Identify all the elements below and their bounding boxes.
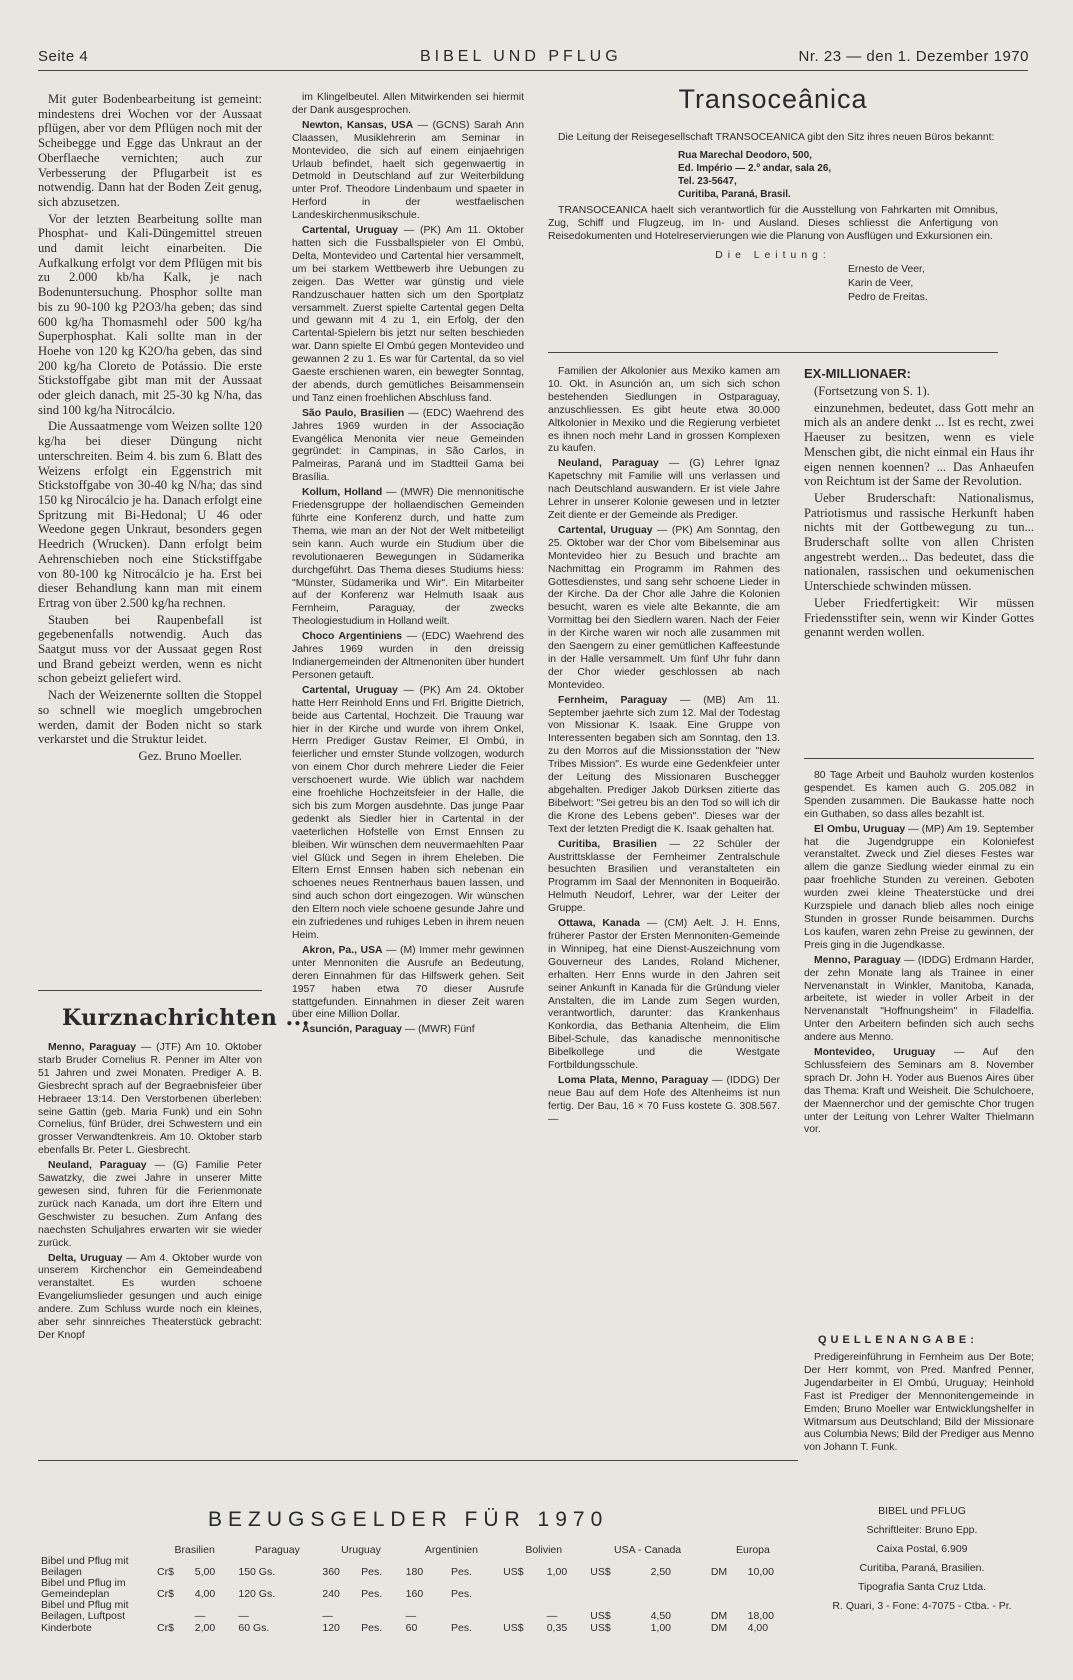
- price-cell: Pes.: [361, 1622, 383, 1634]
- country-header: USA - Canada: [614, 1544, 682, 1556]
- imprint-line: Curitiba, Paraná, Brasilien.: [859, 1562, 985, 1574]
- news-text: — 22 Schüler der Austrittsklasse der Fernheimer Zentralschule besuchten Brasilien und veranstalteten ein Programm im Saal der Mennoniten in Boqueirão. Helmuth Neudorf, Lehrer, war der Leiter der Gruppe.: [548, 838, 781, 915]
- price-cell: 60: [405, 1622, 418, 1634]
- news-item: [548, 839, 780, 916]
- news-text: im Klingelbeutel. Allen Mitwirkenden sei hiermit der Dank ausgesprochen.: [292, 92, 524, 116]
- dateline: Neuland, Paraguay: [558, 458, 659, 470]
- price-cell: 2,00: [194, 1622, 216, 1634]
- dateline: Akron, Pa., USA: [302, 944, 383, 956]
- pricing-rule: [38, 1460, 798, 1461]
- dateline: Loma Plata, Menno, Paraguay: [558, 1074, 709, 1086]
- product-label: Bibel und Pflug mit Beilagen: [41, 1555, 129, 1578]
- news-item: [804, 1047, 1034, 1137]
- leitung-name: Pedro de Freitas.: [848, 291, 928, 303]
- country-header: Paraguay: [254, 1544, 300, 1556]
- paragraph: Nach der Weizenernte sollten die Stoppel so schnell wie moeglich umgebrochen werden, damit der Boden nicht so stark verkarstet und die Struktur leidet.: [38, 688, 262, 747]
- news-text: — (G) Familie Peter Sawatzky, die zwei Jahre in unserer Mitte gewesen sind, fuhren für die Ferienmonate zurück nach Kanada, um dort ihre Eltern und Geschwister zu besuchen. Zum Anfang des naechsten Schuljahres erwarten wir sie wieder zurück.: [38, 1160, 263, 1249]
- news-item: [804, 955, 1034, 1045]
- imprint-line: Schriftleiter: Bruno Epp.: [866, 1524, 978, 1536]
- price-row: [38, 1556, 798, 1578]
- price-row: [38, 1578, 798, 1600]
- news-item: [548, 458, 780, 523]
- news-column-3: [548, 366, 780, 1129]
- news-item: [38, 1042, 262, 1158]
- news-text: — (M) Immer mehr gewinnen unter Mennoniten die Ausrufe an Bedeutung, deren Einnahmen für das Hilfswerk gehen. Seit 1957 haben etwa 70 dieser Ausrufe stattgefunden. Einnahmen in dieser Zeit waren über eine Million Dollar.: [292, 944, 524, 1021]
- kurznachrichten-list: [38, 1042, 262, 1345]
- price-cell: 2,50: [650, 1566, 671, 1578]
- imprint-line: Tipografia Santa Cruz Ltda.: [857, 1581, 986, 1593]
- address-line: Ed. Império — 2.º andar, sala 26,: [678, 162, 832, 174]
- issue-date: Nr. 23 — den 1. Dezember 1970: [798, 48, 1029, 65]
- dateline: Cartental, Uruguay: [302, 684, 398, 696]
- leitung-name: Ernesto de Veer,: [848, 263, 925, 275]
- quellenangabe-title: QUELLENANGABE:: [818, 1334, 978, 1346]
- address-line: Tel. 23-5647,: [678, 175, 737, 187]
- imprint-line: BIBEL und PFLUG: [878, 1505, 966, 1517]
- news-item: [292, 120, 524, 223]
- price-cell: 120 Gs.: [238, 1588, 276, 1600]
- page-number: Seite 4: [38, 48, 89, 65]
- product-label: Bibel und Pflug mit Beilagen, Luftpost: [41, 1599, 129, 1622]
- address-line: Rua Marechal Deodoro, 500,: [678, 149, 812, 161]
- price-header-row: [38, 1544, 798, 1556]
- ex-millionaer-title: EX-MILLIONAER:: [804, 366, 911, 381]
- leitung-names: [848, 263, 998, 305]
- price-cell: 4,50: [650, 1610, 671, 1622]
- price-cell: [648, 1578, 708, 1600]
- country-header: Uruguay: [341, 1544, 381, 1556]
- news-text: — (PK) Am 24. Oktober hatte Herr Reinhold Enns und Frl. Brigitte Dietrich, beide aus Cartental, Hochzeit. Die Trauung war hier in der Kirche und wurde von ihrem Onkel, Herrn Prediger Gustav Reimer, El Ombú, in feierlicher und ernster Stunde vollzogen, wodurch von einem Chor durch mehrere Lieder die Feier verschoenert wurde. Wie üblich war nachdem eine froehliche Hochzeitsfeier in der Halle, die sich bis zum Morgen ausdehnte. Das junge Paar gedenkt als Siedler hier in Cartental in der vaeterlichen Hofstelle von Ernst Ennsen zu bleiben. Wir wünschen dem neuvermaehlten Paar viel Glück und Segen in ihrem Eheleben. Die Eltern Ernst Ennsen haben sich nebenan ein schoenes neues Rentnerhaus bauen lassen, und sind auch schon dort eingezogen. Wir wünschen den Eltern noch viele schoene gesunde Jahre und ein zufriedenes und ruhiges Leben in ihrem neuen Heim.: [292, 684, 524, 941]
- transoceanica-body: TRANSOCEANICA haelt sich verantwortlich für die Ausstellung von Fahrkarten mit Omnibus, Zug, Schiff und Flugzeug, im In- und Ausland. Dieses schliesst die Anfertigung von Reisedokumenten und Hotelreservierungen wie die Planung von Ausflügen und Exkursionen ein.: [548, 204, 998, 242]
- transoceanica-intro: Die Leitung der Reisegesellschaft TRANSOCEANICA gibt den Sitz ihres neuen Büros bekannt:: [558, 132, 995, 143]
- news-item: [804, 770, 1034, 822]
- dateline: El Ombu, Uruguay: [814, 823, 906, 835]
- price-cell: 4,00: [194, 1588, 216, 1600]
- price-cell: 120: [322, 1622, 340, 1634]
- news-text: — (MWR) Die mennonitische Friedensgruppe der hollaendischen Gemeinden führte eine Konferenz durch, und hatte zum Thema, wie man an der Not der Welt mitbeteiligt sein kann. Auch wurde ein Studium über die revolutionaeren Bewegungen in Südamerika durchgeführt. Das Thema dieses Studiums hiess: "Münster, Südamerika und Wir". Ein Mitarbeiter auf der Konferenz war Helmuth Isaak aus Fernheim, Paraguay, der zwecks Theologiestudium in Holland weilt.: [292, 487, 524, 628]
- news-text: — (MB) Am 11. September jaehrte sich zum 12. Mal der Todestag von Missionar K. Isaak. Eine Gruppe von Interessenten begaben sich am Sonntag, den 13. zu den Morros auf die Missionsstation der "New Tribes Mission". Es wurde eine Gedenkfeier unter der Leitung des Missionaren Buschegger abgehalten. Prediger Jakob Dürksen zitierte das Bibelwort: "Sei getreu bis an den Tod so will ich dir die Krone des Lebens geben". Dieses war der Text der letzten Predigt die K. Isaak gehalten hat.: [548, 694, 780, 835]
- paragraph: Stauben bei Raupenbefall ist gegebenenfalls notwendig. Auch das Saatgut muss vor der Aussaat gegen Rost und Brand gebeizt werden, wenn es nicht schon gebeizt geliefert wird.: [38, 612, 262, 686]
- news-item: [292, 92, 524, 118]
- price-cell: Cr$: [157, 1588, 174, 1600]
- dateline: Ottawa, Kanada: [558, 918, 640, 930]
- price-cell: DM: [710, 1610, 728, 1622]
- transoceanica-address: [678, 149, 998, 201]
- signature: Gez. Bruno Moeller.: [138, 748, 242, 763]
- price-cell: 1,00: [546, 1566, 568, 1578]
- price-cell: Pes.: [361, 1588, 383, 1600]
- news-item: [38, 1253, 262, 1343]
- news-item: [548, 695, 780, 837]
- news-item: [548, 918, 780, 1073]
- news-item: [292, 1024, 524, 1037]
- price-cell: —: [405, 1610, 417, 1622]
- news-text: Familien der Alkolonier aus Mexiko kamen am 10. Okt. in Asunción an, um sich sich schon bestehenden Siedlungen in Ostparaguay, anzuschliessen. Es gibt heute etwa 30.000 Altkolonier in Mexiko und die Regierung verbietet es ihnen noch mehr Land in grossen Komplexen zu kaufen.: [548, 366, 780, 455]
- news-text: — (CM) Aelt. J. H. Enns, früherer Pastor der Ersten Mennoniten-Gemeinde in Winnipeg, hat eine Dienst-Auszeichnung vom Gouverneur des Landes, Roland Michener, erhalten. Herr Enns wurde in den Jahren seit seiner Ankunft in Kanada für die Gründung vieler Anstalten, die im Lande zum Segen wurden, verantwortlich, darunter: das Krankenhaus Konkordia, das Bethania Altenheim, die Elim Bibel-Schule, das kanadische mennonitische Bibelkollege und die Westgate Fortbildungsschule.: [548, 918, 780, 1072]
- price-cell: —: [194, 1610, 206, 1622]
- price-table: [38, 1544, 798, 1634]
- country-header: Argentinien: [424, 1544, 478, 1556]
- news-item: [292, 685, 524, 943]
- news-text: — (PK) Am 11. Oktober hatten sich die Fussballspieler von El Ombú, Delta, Montevideo und Cartental hier versammelt, um bei starkem Wettbewerb ihre Uebungen zu zeigen. Das Wetter war günstig und viele Randzuschauer hatten sich um den Sportplatz versammelt. Zuerst spielte Cartental gegen Delta und gewann mit 4 zu 1, ein Erfolg, der den Cartental-Spielern bis jetzt nur selten beschieden war. Dann spielte El Ombú gegen Montevideo und gewannen 2 zu 1. Es war für Cartental, da so viel Gaeste erschienen waren, ein bewegter Sonntag, der abends, durch gemütliches Beisammensein und Tanz einen froehlichen Abschluss fand.: [292, 225, 524, 404]
- price-cell: 60 Gs.: [238, 1622, 270, 1634]
- paragraph: Vor der letzten Bearbeitung sollte man Phosphat- und Kali-Düngemittel streuen und damit leicht einarbeiten. Die Aufkalkung erfolgt vor dem Pflügen mit bis zu 2.000 kb/ha Kalk, je nach Bodenuntersuchung. Phosphor sollte man bis zu 90-100 kg P2O3/ha geben; das sind 600 kg/ha Thomasmehl oder 500 kg/ha Superphosphat. Kali sollte man in der Hoehe von 120 kg K2O/ha geben, das sind 200 kg/ha Cloreto de Potássio. Die erste Stickstoffgabe gibt man mit der Aussaat oder gleich danach, mit 25-30 kg N/ha, das sind 100 kg/ha Nitrocálcio.: [38, 211, 262, 417]
- news-text: — Auf den Schlussfeiern des Seminars am 8. November sprach Dr. John H. Yoder aus Buenos Aires über das Thema: Kraft und Weisheit. Die Schulchoere, der Maennerchor und der gemischte Chor trugen unter der Leitung von Lehrer Walter Thielmann vor.: [804, 1047, 1034, 1136]
- dateline: Newton, Kansas, USA: [302, 119, 414, 131]
- price-cell: DM: [710, 1566, 728, 1578]
- price-cell: [708, 1578, 745, 1600]
- news-item: [292, 225, 524, 406]
- price-cell: US$: [590, 1610, 611, 1622]
- price-cell: —: [546, 1610, 558, 1622]
- news-item: [292, 945, 524, 1022]
- imprint-line: Caixa Postal, 6.909: [876, 1543, 968, 1555]
- dateline: Menno, Paraguay: [814, 954, 901, 966]
- ex-millionaer-article: [804, 384, 1034, 642]
- news-item: [292, 631, 524, 683]
- price-cell: [544, 1578, 588, 1600]
- price-cell: Pes.: [451, 1622, 473, 1634]
- price-cell: [587, 1578, 647, 1600]
- price-cell: Pes.: [451, 1588, 473, 1600]
- transoceanica-ad: [548, 132, 998, 305]
- news-column-4: [804, 770, 1034, 1139]
- transoceanica-title: Transoceânica: [678, 84, 868, 114]
- price-cell: 1,00: [650, 1622, 671, 1634]
- paragraph: Die Aussaatmenge vom Weizen sollte 120 kg/ha bei dieser Düngung nicht unterschreiten. Beim 4. bis zum 6. Blatt des Weizens erfolgt ein Eggenstrich mit Stickstoffgabe von 30-40 kg N/ha; das sind 150 kg Nirocálcio je ha. Danach erfolgt eine Spritzung mit Bi-Hedonal; U 46 oder Weedone gegen Unkraut, besonders gegen Heedrich (Wrucken). Dann erfolgt beim Aehrenschieben noch eine Stickstiffgabe von 80-100 kg Nitrocálcio je ha. Erst bei dieser Behandlung kann man mit einem Ertrag von über 2.500 kg/ha rechnen.: [38, 419, 262, 610]
- price-cell: 180: [405, 1566, 424, 1578]
- dateline: Asunción, Paraguay: [302, 1024, 402, 1036]
- news-text: — (EDC) Waehrend des Jahres 1969 wurden in der Associação Evangélica Menonita vier neue Gemeinden gegründet: in Campinas, in São Carlos, in Palmeiras, Paraná und im Stadtteil Gama bei Brasília.: [292, 407, 524, 484]
- leitung-label: Die Leitung:: [715, 249, 831, 261]
- news-item: [292, 487, 524, 629]
- news-text: — (MWR) Fünf: [401, 1024, 475, 1036]
- price-cell: 5,00: [194, 1566, 216, 1578]
- news-text: — (GCNS) Sarah Ann Claassen, Musiklehrerin am Seminar in Montevideo, die sich auf einem einjaehrigen Urlaub befindet, haelt sich gegenwaertig in Detmold in Deutschland auf zur Weiterbildung unter Prof. Theodore Lindenbaum und spaeter in Herford in der westfaelischen Landeskirchenmusikschule.: [292, 119, 524, 222]
- bezugsgelder-title: BEZUGSGELDER FÜR 1970: [208, 1508, 609, 1531]
- price-cell: [500, 1578, 544, 1600]
- price-cell: [358, 1600, 403, 1622]
- dateline: Menno, Paraguay: [48, 1042, 137, 1053]
- price-cell: [745, 1578, 798, 1600]
- price-cell: 240: [322, 1588, 340, 1600]
- paragraph: (Fortsetzung von S. 1).: [814, 384, 930, 398]
- dateline: Neuland, Paraguay: [48, 1160, 147, 1172]
- quellenangabe-body: Predigereinführung in Fernheim aus Der Bote; Der Herr kommt, von Pred. Manfred Penner, Jugendarbeiter in El Ombú, Uruguay; Heinhold Fast ist Prediger der Mennonitengemeinde in Emden; Bruno Moeller war Entwicklungshelfer in Witmarsum aus Deutschland; Bild der Missionare aus Columbia News; Bild der Prediger aus Menno von Johann T. Funk.: [804, 1352, 1034, 1454]
- paragraph: einzunehmen, bedeutet, dass Gott mehr an mich als an andere denkt ... Ist es recht, zwei Haeuser zu besitzen, wenn es viele Menschen gibt, die nicht einmal ein Haus ihr eigen nennen koennen? ... Das Anhaeufen von Reichtum ist der Same der Revolution.: [804, 400, 1034, 489]
- news-column-2: [292, 92, 524, 1039]
- news-text: — (EDC) Waehrend des Jahres 1969 wurden in den dreissig Indianergemeinden der Altmenoniten über hundert Personen getauft.: [292, 631, 524, 681]
- wheat-article: [38, 92, 262, 766]
- dateline: Cartental, Uruguay: [302, 225, 398, 237]
- dateline: Delta, Uruguay: [48, 1252, 123, 1264]
- dateline: Choco Argentiniens: [302, 631, 403, 643]
- news-item: [292, 408, 524, 485]
- paragraph: Mit guter Bodenbearbeitung ist gemeint: mindestens drei Wochen vor der Aussaat pflügen, aber vor dem Pflügen noch mit der Scheibegge und Egge das Unkraut an der Oberflaeche vernichten; auch zur Verbesserung der Pflugarbeit ist es notwendig. Dann hat der Boden Zeit genug, sich abzusetzen.: [38, 92, 262, 209]
- price-cell: Pes.: [451, 1566, 473, 1578]
- dateline: Montevideo, Uruguay: [814, 1047, 936, 1059]
- news-text: — (PK) Am Sonntag, den 25. Oktober war der Chor vom Bibelseminar aus Montevideo hier zu Besuch und brachte am Nachmittag ein Programm im Rahmen des Gottesdienstes, und sang sehr schoene Lieder in der Kirche. Da der Chor alle Jahre die Kolonien besucht, waren es viele alte Bekannte, die am Vormittag bei den Siedlern waren. Nach der Feier in der Kirche waren wir noch alle zusammen mit den Saengern zu einer gemütlichen Kaffeestunde in der Halle versammelt. Um fünf Uhr fuhr dann der Chor wieder geschlossen ab nach Montevideo.: [548, 524, 780, 691]
- price-cell: 4,00: [747, 1622, 769, 1634]
- news-item: [804, 824, 1034, 953]
- news-text: — (MP) Am 19. September hat die Jugendgruppe ein Koloniefest veranstaltet. Zweck und Ziel dieses Festes war allem die ganze Siedlung wieder einmal zu ein paar froehliche Stunden zu vereinen. Geboten wurden zwei kleine Theaterstücke und drei Kurzspiele und danach blieb alles noch einige Stunden in grosser Runde beisammen. Durchs Los kaufen, waren zehn Preise zu gewinnen, der Preis ging in die Jugendkasse.: [804, 823, 1034, 951]
- price-cell: Cr$: [157, 1566, 174, 1578]
- masthead-title: BIBEL UND PFLUG: [420, 48, 622, 65]
- price-cell: 150 Gs.: [238, 1566, 276, 1578]
- news-text: — Am 4. Oktober wurde von unserem Kirchenchor ein Gemeindeabend veranstaltet. Es wurden schoene Evangeliumslieder gesungen und auch einige andere. Zum Schluss wurde noch ein kleines, aber sehr sinnreiches Theaterstück gebracht: Der Knopf: [38, 1252, 263, 1341]
- news-text: — (IDDG) Erdmann Harder, der zehn Monate lang als Trainee in einer Nervenanstalt in Winkler, Manitoba, Kanada, arbeitete, ist wieder in voller Arbeit in der Nervenanstalt "Hoffnungsheim" in Filadelfia. Unter den Arbeitern befinden sich auch sechs andere aus Menno.: [804, 954, 1034, 1044]
- header-rule: [38, 70, 1028, 71]
- news-text: — (JTF) Am 10. Oktober starb Bruder Cornelius R. Penner im Alter von 51 Jahren und zwei Monaten. Prediger A. B. Giesbrecht sprach auf der Begraebnisfeier über Hebraeer 13:14. Den Verstorbenen überleben: seine Gattin (geb. Maria Funk) und ein Sohn Cornelius, fünf Brüder, drei Schwestern und ein grosser Verwandtenkreis. Am 10. Oktober starb ebenfalls Br. Peter L. Giesbrecht.: [38, 1042, 262, 1157]
- imprint-line: R. Quari, 3 - Fone: 4-7075 - Ctba. - Pr.: [832, 1600, 1012, 1612]
- price-cell: US$: [590, 1622, 611, 1634]
- price-cell: Cr$: [157, 1622, 174, 1634]
- price-row: [38, 1600, 798, 1622]
- leitung-name: Karin de Veer,: [848, 277, 914, 289]
- news-text: — (G) Lehrer Ignaz Kapetschny mit Familie will uns verlassen und nach Deutschland auswandern. Er ist viele Jahre Lehrer in unserer Kolonie gewesen und in letzter Zeit diente er der Gemeinde als Prediger.: [548, 458, 780, 521]
- price-row: [38, 1622, 798, 1634]
- price-cell: Pes.: [361, 1566, 383, 1578]
- country-header: Brasilien: [174, 1544, 215, 1556]
- news-item: [548, 525, 780, 693]
- country-header: Europa: [735, 1544, 770, 1556]
- imprint: [810, 1502, 1034, 1616]
- product-label: Bibel und Pflug im Gemeindeplan: [41, 1577, 126, 1600]
- price-cell: US$: [503, 1566, 524, 1578]
- quellenangabe-text: [804, 1352, 1034, 1457]
- dateline: Curitiba, Brasilien: [558, 838, 657, 850]
- price-cell: [448, 1600, 500, 1622]
- news-text: — (IDDG) Der neue Bau auf dem Hofe des Altenheims ist nun fertig. Der Bau, 16 × 70 Fuss kostete G. 308.567. —: [548, 1074, 780, 1125]
- product-label: Kinderbote: [41, 1622, 92, 1634]
- country-header: Bolivien: [525, 1544, 563, 1556]
- price-cell: 0,35: [546, 1622, 568, 1634]
- price-cell: [500, 1600, 544, 1622]
- dateline: Cartental, Uruguay: [558, 524, 653, 536]
- price-cell: US$: [503, 1622, 524, 1634]
- paragraph: Ueber Bruderschaft: Nationalismus, Patriotismus und rassische Herkunft haben nichts mit der Gottbewegung zu tun... Bruderschaft sollte von allen Christen angestrebt werden... Das bedeutet, dass die nationalen, rassischen und oekumenischen Unterschiede schwinden müssen.: [804, 490, 1034, 594]
- ad-rule: [548, 352, 998, 353]
- dateline: São Paulo, Brasilien: [302, 407, 405, 419]
- price-cell: 360: [322, 1566, 340, 1578]
- price-cell: 10,00: [747, 1566, 774, 1578]
- dateline: Fernheim, Paraguay: [558, 694, 668, 706]
- dateline: Kollum, Holland: [302, 487, 383, 499]
- price-cell: —: [322, 1610, 333, 1622]
- news-item: [548, 1075, 780, 1127]
- price-cell: 160: [405, 1588, 424, 1600]
- ex-rule: [804, 758, 1034, 759]
- paragraph: Ueber Friedfertigkeit: Wir müssen Friedensstifter sein, wenn wir Kinder Gottes genannt werden wollen.: [804, 595, 1034, 640]
- address-line: Curitiba, Paraná, Brasil.: [678, 188, 791, 200]
- price-cell: DM: [710, 1622, 728, 1634]
- news-item: [548, 366, 780, 456]
- price-cell: 18,00: [747, 1610, 774, 1622]
- price-cell: [154, 1600, 192, 1622]
- news-text: 80 Tage Arbeit und Bauholz wurden kostenlos gespendet. Es kamen auch G. 205.082 in Spenden zusammen. Die Baukasse hatte noch ein Guthaben, so dass alles bezahlt ist.: [804, 770, 1034, 820]
- price-cell: US$: [590, 1566, 611, 1578]
- kurz-rule: [38, 990, 262, 991]
- news-item: [38, 1160, 262, 1250]
- kurznachrichten-title: Kurznachrichten ...: [62, 1005, 310, 1031]
- price-cell: —: [238, 1610, 249, 1622]
